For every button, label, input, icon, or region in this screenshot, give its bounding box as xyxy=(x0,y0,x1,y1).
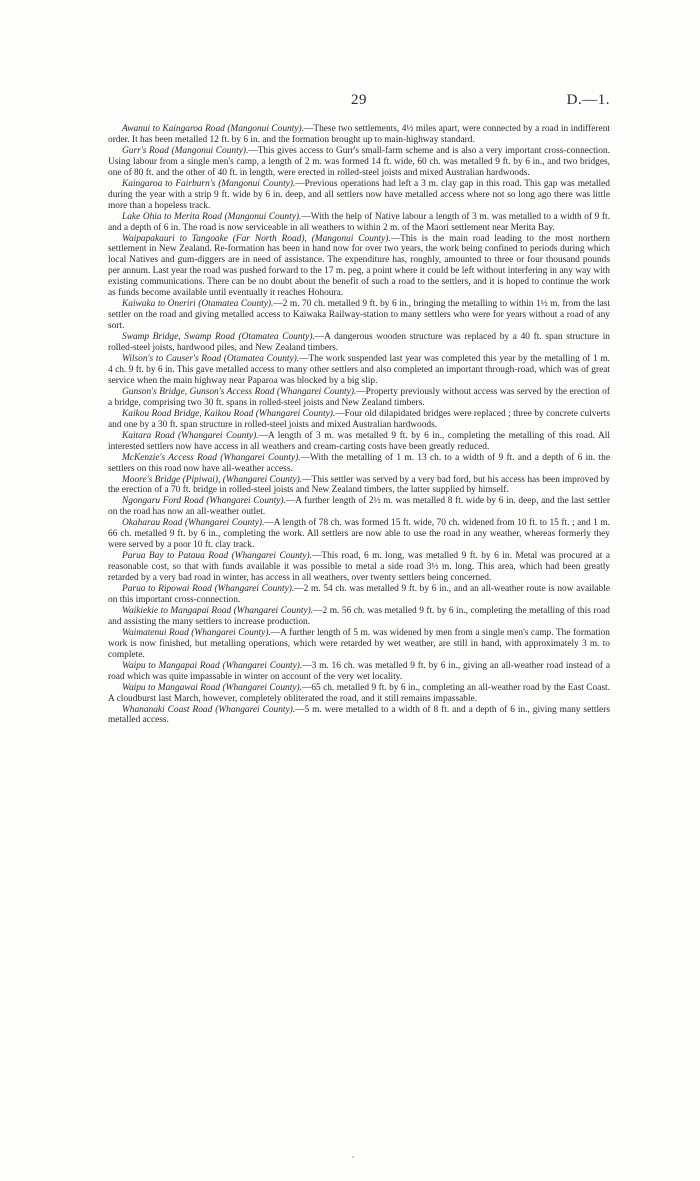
road-entry-text: —A further length of 2½ m. was metalled 8 ft. wide by 6 in. deep, and the last settler on the road has now an all-weather outlet. xyxy=(108,496,610,518)
road-entry-paragraph xyxy=(108,146,610,179)
road-entry-paragraph xyxy=(108,518,610,551)
road-entry-paragraph xyxy=(108,387,610,409)
road-entry-title: Swamp Bridge, Swamp Road (Otamatea County). xyxy=(122,332,315,343)
road-entry-text: —With the metalling of 1 m. 13 ch. to a width of 9 ft. and a depth of 6 in. the settlers on this road now have all-weather access. xyxy=(108,452,610,474)
road-entry-title: Kaingaroa to Fairburn's (Mangonui County). xyxy=(122,178,296,189)
road-entry-text: —65 ch. metalled 9 ft. by 6 in., completing an all-weather road by the East Coast. A cloudburst last March, however, completely obliterated the road, and it still remains impassable. xyxy=(108,682,610,704)
road-entry-title: Gurr's Road (Mangonui County). xyxy=(122,145,249,156)
road-entry-text: —The work suspended last year was completed this year by the metalling of 1 m. 4 ch. 9 ft. by 6 in. This gave metalled access to many other settlers and also completed an important through-road, which was of great service when the main highway near Paparoa was blocked by a big slip. xyxy=(108,354,611,386)
road-entry-paragraph xyxy=(108,606,610,628)
road-entry-text: —This road, 6 m. long, was metalled 9 ft. by 6 in. Metal was procured at a reasonable cost, so that with funds available it was possible to metal a side road 3½ m. long. This area, which had been greatly retarded by a very bad road in winter, has access in all weathers, over twenty settlers being concerned. xyxy=(108,551,610,584)
road-entry-paragraph xyxy=(108,354,610,387)
road-entry-text: —Property previously without access was served by the erection of a bridge, comprising two 30 ft. spans in rolled-steel joists and New Zealand timbers. xyxy=(108,386,610,408)
road-entry-title: Parua Bay to Pataua Road (Whangarei County). xyxy=(122,551,313,562)
road-entry-text: —2 m. 54 ch. was metalled 9 ft. by 6 in., and an all-weather route is now available on this important cross-connection. xyxy=(108,584,610,605)
road-entry-text: —5 m. were metalled to a width of 8 ft. and a depth of 6 in., giving many settlers metalled access. xyxy=(108,704,610,726)
road-entry-paragraph xyxy=(108,551,610,584)
road-entry-title: Waikiekie to Mangapai Road (Whangarei County). xyxy=(122,605,314,616)
road-entry-title: Okaharau Road (Whangarei County). xyxy=(122,518,265,529)
road-entry-text: —Four old dilapidated bridges were replaced ; three by concrete culverts and one by a 30 ft. span structure in rolled-steel joists and mixed Australian hardwoods. xyxy=(108,408,610,430)
road-entry-text: —This settler was served by a very bad ford, but his access has been improved by the erection of a 70 ft. bridge in rolled-steel joists and New Zealand timbers, the latter supplied by himself. xyxy=(108,474,610,496)
road-entry-paragraph xyxy=(108,234,610,300)
road-entry-text: —A length of 78 ch. was formed 15 ft. wide, 70 ch. widened from 10 ft. to 15 ft. ; and 1 m. 66 ch. metalled 9 ft. by 6 in., completing the work. All settlers are now able to use the road in any weather, whereas formerly they were served by a poor 10 ft. clay track. xyxy=(108,518,610,551)
road-entry-title: Waimatenui Road (Whangarei County). xyxy=(122,627,271,638)
road-entry-text: —2 m. 56 ch. was metalled 9 ft. by 6 in., completing the metalling of this road and assisting the many settlers to increase production. xyxy=(108,605,610,627)
road-entry-paragraph xyxy=(108,705,610,727)
road-entry-text: —A dangerous wooden structure was replaced by a 40 ft. span structure in rolled-steel joists, hardwood piles, and New Zealand timbers. xyxy=(108,332,610,354)
road-entry-title: Parua to Ripowai Road (Whangarei County). xyxy=(122,584,295,595)
road-entry-paragraph xyxy=(108,661,610,683)
road-entry-paragraph xyxy=(108,409,610,431)
road-entry-paragraph xyxy=(108,299,610,332)
road-entry-text: —With the help of Native labour a length of 3 m. was metalled to a width of 9 ft. and a depth of 6 in. The road is now serviceable in all weathers to within 2 m. of the Maori settlement near Merita Bay. xyxy=(108,211,611,233)
document-code: D.—1. xyxy=(566,92,610,108)
road-entry-title: Kaitara Road (Whangarei County). xyxy=(122,430,259,441)
road-entry-paragraph xyxy=(108,124,610,146)
road-entry-paragraph xyxy=(108,496,610,518)
road-entry-title: Lake Ohia to Merita Road (Mangonui County). xyxy=(122,211,302,222)
road-entry-title: Ngongaru Ford Road (Whangarei County). xyxy=(122,496,286,507)
road-entry-title: Gunson's Bridge, Gunson's Access Road (Whangarei County). xyxy=(122,386,357,397)
road-entry-title: Whananaki Coast Road (Whangarei County). xyxy=(122,704,296,715)
road-entry-text: —Previous operations had left a 3 m. clay gap in this road. This gap was metalled during the year with a strip 9 ft. wide by 6 in. deep, and all settlers now have metalled access where not so long ago there was little more than a hopeless track. xyxy=(108,178,610,211)
road-entry-paragraph xyxy=(108,453,610,475)
road-entry-paragraph xyxy=(108,475,610,497)
road-entry-text: —This is the main road leading to the most northern settlement in New Zealand. Re-formation has been in hand now for over two years, the work being confined to periods during which local Natives and gum-diggers are in need of assistance. The expenditure has, roughly, amounted to three or four thousand pounds per annum. Last year the road was pushed forward to the 17 m. peg, a point where it could be left without interfering in any way with existing communications. There can be no doubt about the benefit of such a road to the settlers, and it is hoped to continue the work as funds become available until eventually it reaches Hohoura. xyxy=(108,233,610,299)
report-body xyxy=(108,124,610,726)
road-entry-text: —3 m. 16 ch. was metalled 9 ft. by 6 in., giving an all-weather road instead of a road which was quite impassable in winter on account of the very wet locality. xyxy=(108,660,611,682)
road-entry-title: Waipu to Mangapai Road (Whangarei County). xyxy=(122,660,303,671)
page-header xyxy=(108,92,610,112)
road-entry-text: —These two settlements, 4½ miles apart, were connected by a road in indifferent order. It has been metalled 12 ft. by 6 in. and the formation brought up to main-highway standard. xyxy=(108,124,610,145)
road-entry-title: Kaikou Road Bridge, Kaikou Road (Whangarei County). xyxy=(122,408,336,419)
road-entry-paragraph xyxy=(108,584,610,606)
road-entry-text: —A length of 3 m. was metalled 9 ft. by 6 in., completing the metalling of this road. All interested settlers now have access in all weathers and cream-carting costs have been greatly reduced. xyxy=(108,430,610,452)
road-entry-title: Waipapakauri to Tangoake (Far North Road), (Mangonui County). xyxy=(122,233,391,244)
road-entry-text: —2 m. 70 ch. metalled 9 ft. by 6 in., bringing the metalling to within 1½ m. from the last settler on the road and giving metalled access to Kaiwaka Railway-station to many settlers who were for years without a road of any sort. xyxy=(108,299,610,332)
road-entry-title: McKenzie's Access Road (Whangarei County). xyxy=(122,452,301,463)
road-entry-title: Waipu to Mangawai Road (Whangarei County). xyxy=(122,682,302,693)
road-entry-paragraph xyxy=(108,431,610,453)
road-entry-title: Moore's Bridge (Pipiwai), (Whangarei County). xyxy=(122,474,303,485)
scan-speck xyxy=(352,1156,354,1158)
road-entry-title: Wilson's to Causer's Road (Otamatea County). xyxy=(122,354,300,365)
road-entry-title: Kaiwaka to Oneriri (Otamatea County). xyxy=(122,299,274,310)
road-entry-text: —A further length of 5 m. was widened by men from a single men's camp. The formation work is now finished, but metalling operations, which were retarded by wet weather, are still in hand, with approximately 3 m. to complete. xyxy=(108,627,610,660)
page-number: 29 xyxy=(351,92,367,108)
road-entry-paragraph xyxy=(108,683,610,705)
road-entry-paragraph xyxy=(108,628,610,661)
road-entry-title: Awanui to Kaingaroa Road (Mangonui County). xyxy=(122,124,304,134)
road-entry-paragraph xyxy=(108,332,610,354)
road-entry-text: —This gives access to Gurr's small-farm scheme and is also a very important cross-connection. Using labour from a single men's camp, a length of 2 m. was formed 14 ft. wide, 60 ch. was metalled 9 ft. by 6 in., and two bridges, one of 80 ft. and the other of 40 ft. in length, were erected in rolled-steel joists and mixed Australian hardwoods. xyxy=(108,145,611,178)
road-entry-paragraph xyxy=(108,179,610,212)
road-entry-paragraph xyxy=(108,212,610,234)
